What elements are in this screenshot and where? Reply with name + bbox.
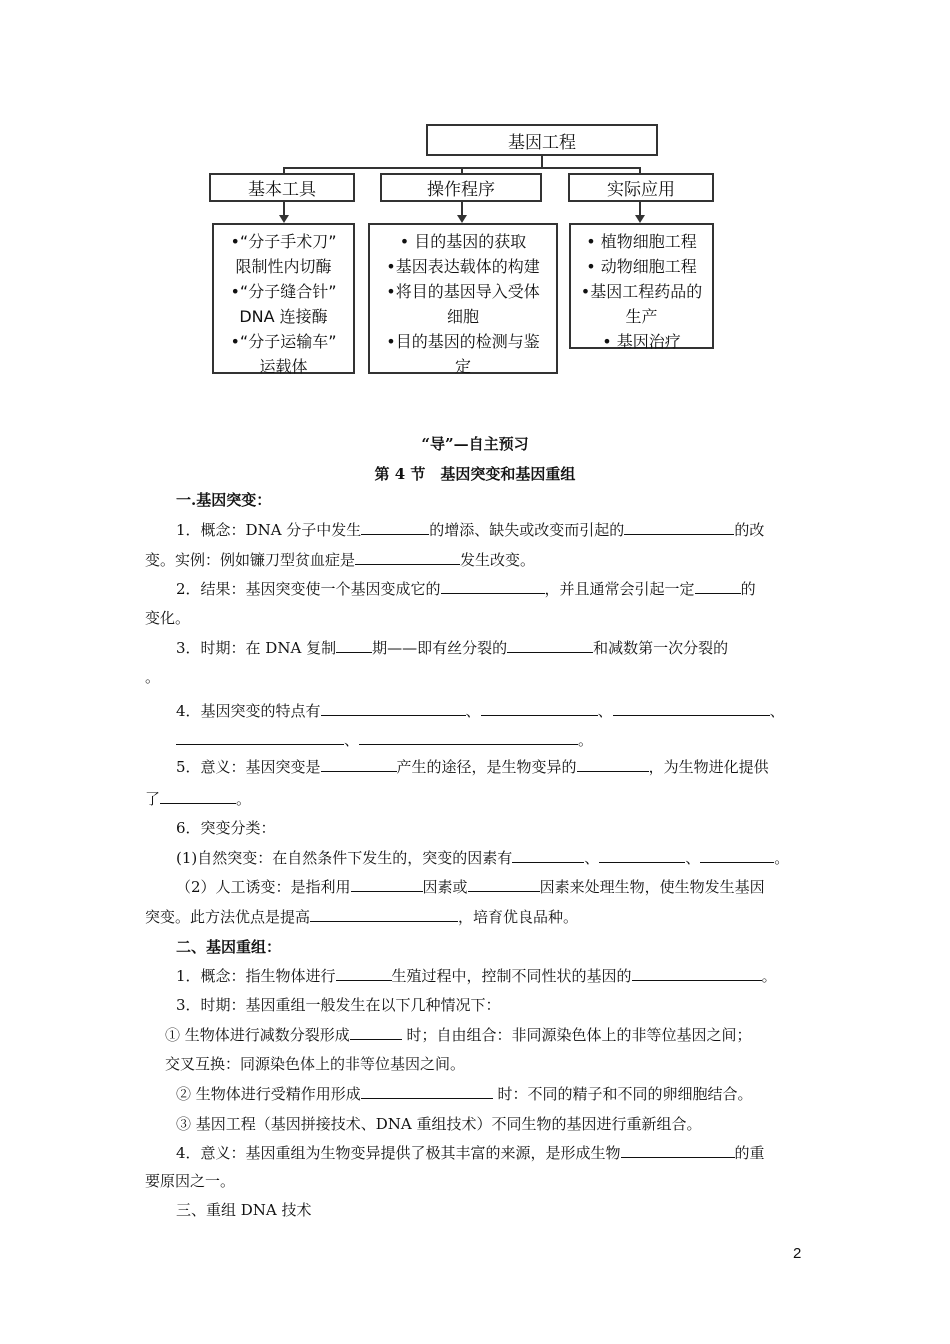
list-item: •基因表达载体的构建: [386, 257, 540, 276]
branch-box-application: [568, 173, 714, 202]
diagram-root-box: [426, 124, 658, 156]
arrow-down-icon: [635, 215, 645, 223]
branch-box-tools: [209, 173, 355, 202]
heading-recombinant-dna: 三、重组 DNA 技术: [176, 1201, 312, 1219]
connector: [639, 202, 641, 216]
blank: [321, 755, 397, 772]
para-recomb-significance-cont: 要原因之一。: [145, 1172, 236, 1190]
para-concept-cont: 变。实例：例如镰刀型贫血症是 发生改变。: [145, 545, 810, 575]
branch-title: 实际应用: [607, 180, 675, 200]
list-item: •目的基因的检测与鉴: [386, 332, 540, 351]
blank: [507, 636, 593, 653]
list-item: DNA 连接酶: [239, 307, 328, 326]
para-recomb-case1-cont: 交叉互换：同源染色体上的非等位基因之间。: [165, 1055, 466, 1073]
list-item: • 基因治疗: [602, 332, 681, 351]
para-recomb-case3: ③ 基因工程（基因拼接技术、DNA 重组技术）不同生物的基因进行重新组合。: [176, 1115, 702, 1133]
para-features: 4．基因突变的特点有 、 、 、: [176, 696, 841, 726]
branch-title: 基本工具: [248, 180, 316, 200]
para-period-cont: 。: [145, 668, 161, 686]
list-item: •基因工程药品的: [580, 282, 703, 301]
para-features-cont: 、 。: [176, 725, 841, 755]
list-item: • 目的基因的获取: [399, 232, 527, 251]
blank: [441, 577, 545, 594]
para-classification: 6．突变分类：: [176, 819, 276, 837]
list-item: • 动物细胞工程: [586, 257, 697, 276]
blank: [361, 1082, 493, 1099]
branch-title: 操作程序: [427, 180, 495, 200]
blank: [321, 699, 466, 716]
blank: [624, 518, 734, 535]
list-item: •“分子缝合针”: [230, 282, 337, 301]
list-item: •“分子运输车”: [230, 332, 337, 351]
para-recomb-period: 3．时期：基因重组一般发生在以下几种情况下：: [176, 996, 501, 1014]
branch-list-application: [569, 223, 714, 349]
para-natural-mutation: (1)自然突变：在自然条件下发生的，突变的因素有 、 、 。: [176, 843, 841, 873]
blank: [700, 846, 774, 863]
list-item: 定: [454, 357, 471, 376]
blank: [355, 548, 460, 565]
blank: [481, 699, 598, 716]
list-item: 限制性内切酶: [235, 257, 332, 276]
para-concept: 1．概念：DNA 分子中发生 的增添、缺失或改变而引起的 的改: [176, 515, 841, 545]
list-item: 细胞: [446, 307, 479, 326]
para-induced-mutation: （2）人工诱变：是指利用 因素或 因素来处理生物，使生物发生基因: [176, 872, 841, 902]
blank: [577, 755, 649, 772]
connector: [283, 202, 285, 216]
blank: [310, 905, 458, 922]
diagram-root-label: 基因工程: [508, 132, 576, 153]
blank: [176, 728, 344, 745]
blank: [468, 875, 540, 892]
blank: [613, 699, 770, 716]
blank: [632, 964, 762, 981]
para-induced-mutation-cont: 突变。此方法优点是提高 ，培育优良品种。: [145, 902, 810, 932]
list-item: •将目的基因导入受体: [386, 282, 540, 301]
arrow-down-icon: [279, 215, 289, 223]
blank: [359, 728, 578, 745]
list-item: •“分子手术刀”: [230, 232, 337, 251]
para-significance: 5．意义：基因突变是 产生的途径，是生物变异的 ，为生物进化提供: [176, 752, 841, 782]
heading-gene-recombination: 二、基因重组：: [176, 938, 282, 956]
blank: [621, 1141, 735, 1158]
para-recomb-case2: ② 生物体进行受精作用形成 时：不同的精子和不同的卵细胞结合。: [176, 1079, 841, 1109]
list-item: • 植物细胞工程: [586, 232, 697, 251]
blank: [336, 636, 372, 653]
para-significance-cont: 了 。: [145, 784, 810, 814]
branch-list-procedure: [368, 223, 558, 374]
blank: [512, 846, 584, 863]
connector: [461, 202, 463, 216]
para-recomb-significance: 4．意义：基因重组为生物变异提供了极其丰富的来源，是形成生物 的重: [176, 1138, 841, 1168]
branch-box-procedure: [380, 173, 542, 202]
blank: [695, 577, 741, 594]
heading-gene-mutation: 一.基因突变：: [176, 491, 272, 509]
para-recomb-case1: ① 生物体进行减数分裂形成 时；自由组合：非同源染色体上的非等位基因之间；: [165, 1020, 830, 1050]
para-period: 3．时期：在 DNA 复制 期——即有丝分裂的 和减数第一次分裂的: [176, 633, 841, 663]
page-number: 2: [793, 1245, 802, 1262]
branch-list-tools: [212, 223, 355, 374]
para-result-cont: 变化。: [145, 609, 191, 627]
section-title: 第 4 节 基因突变和基因重组: [374, 465, 576, 483]
blank: [350, 1023, 402, 1040]
list-item: 生产: [625, 307, 658, 326]
subtitle: “导”—自主预习: [421, 435, 529, 453]
list-item: 运载体: [259, 357, 308, 376]
para-result: 2．结果：基因突变使一个基因变成它的 ，并且通常会引起一定 的: [176, 574, 841, 604]
blank: [336, 964, 392, 981]
arrow-down-icon: [457, 215, 467, 223]
blank: [361, 518, 429, 535]
para-recomb-concept: 1．概念：指生物体进行 生殖过程中，控制不同性状的基因的 。: [176, 961, 841, 991]
blank: [351, 875, 423, 892]
blank: [160, 787, 236, 804]
blank: [599, 846, 685, 863]
